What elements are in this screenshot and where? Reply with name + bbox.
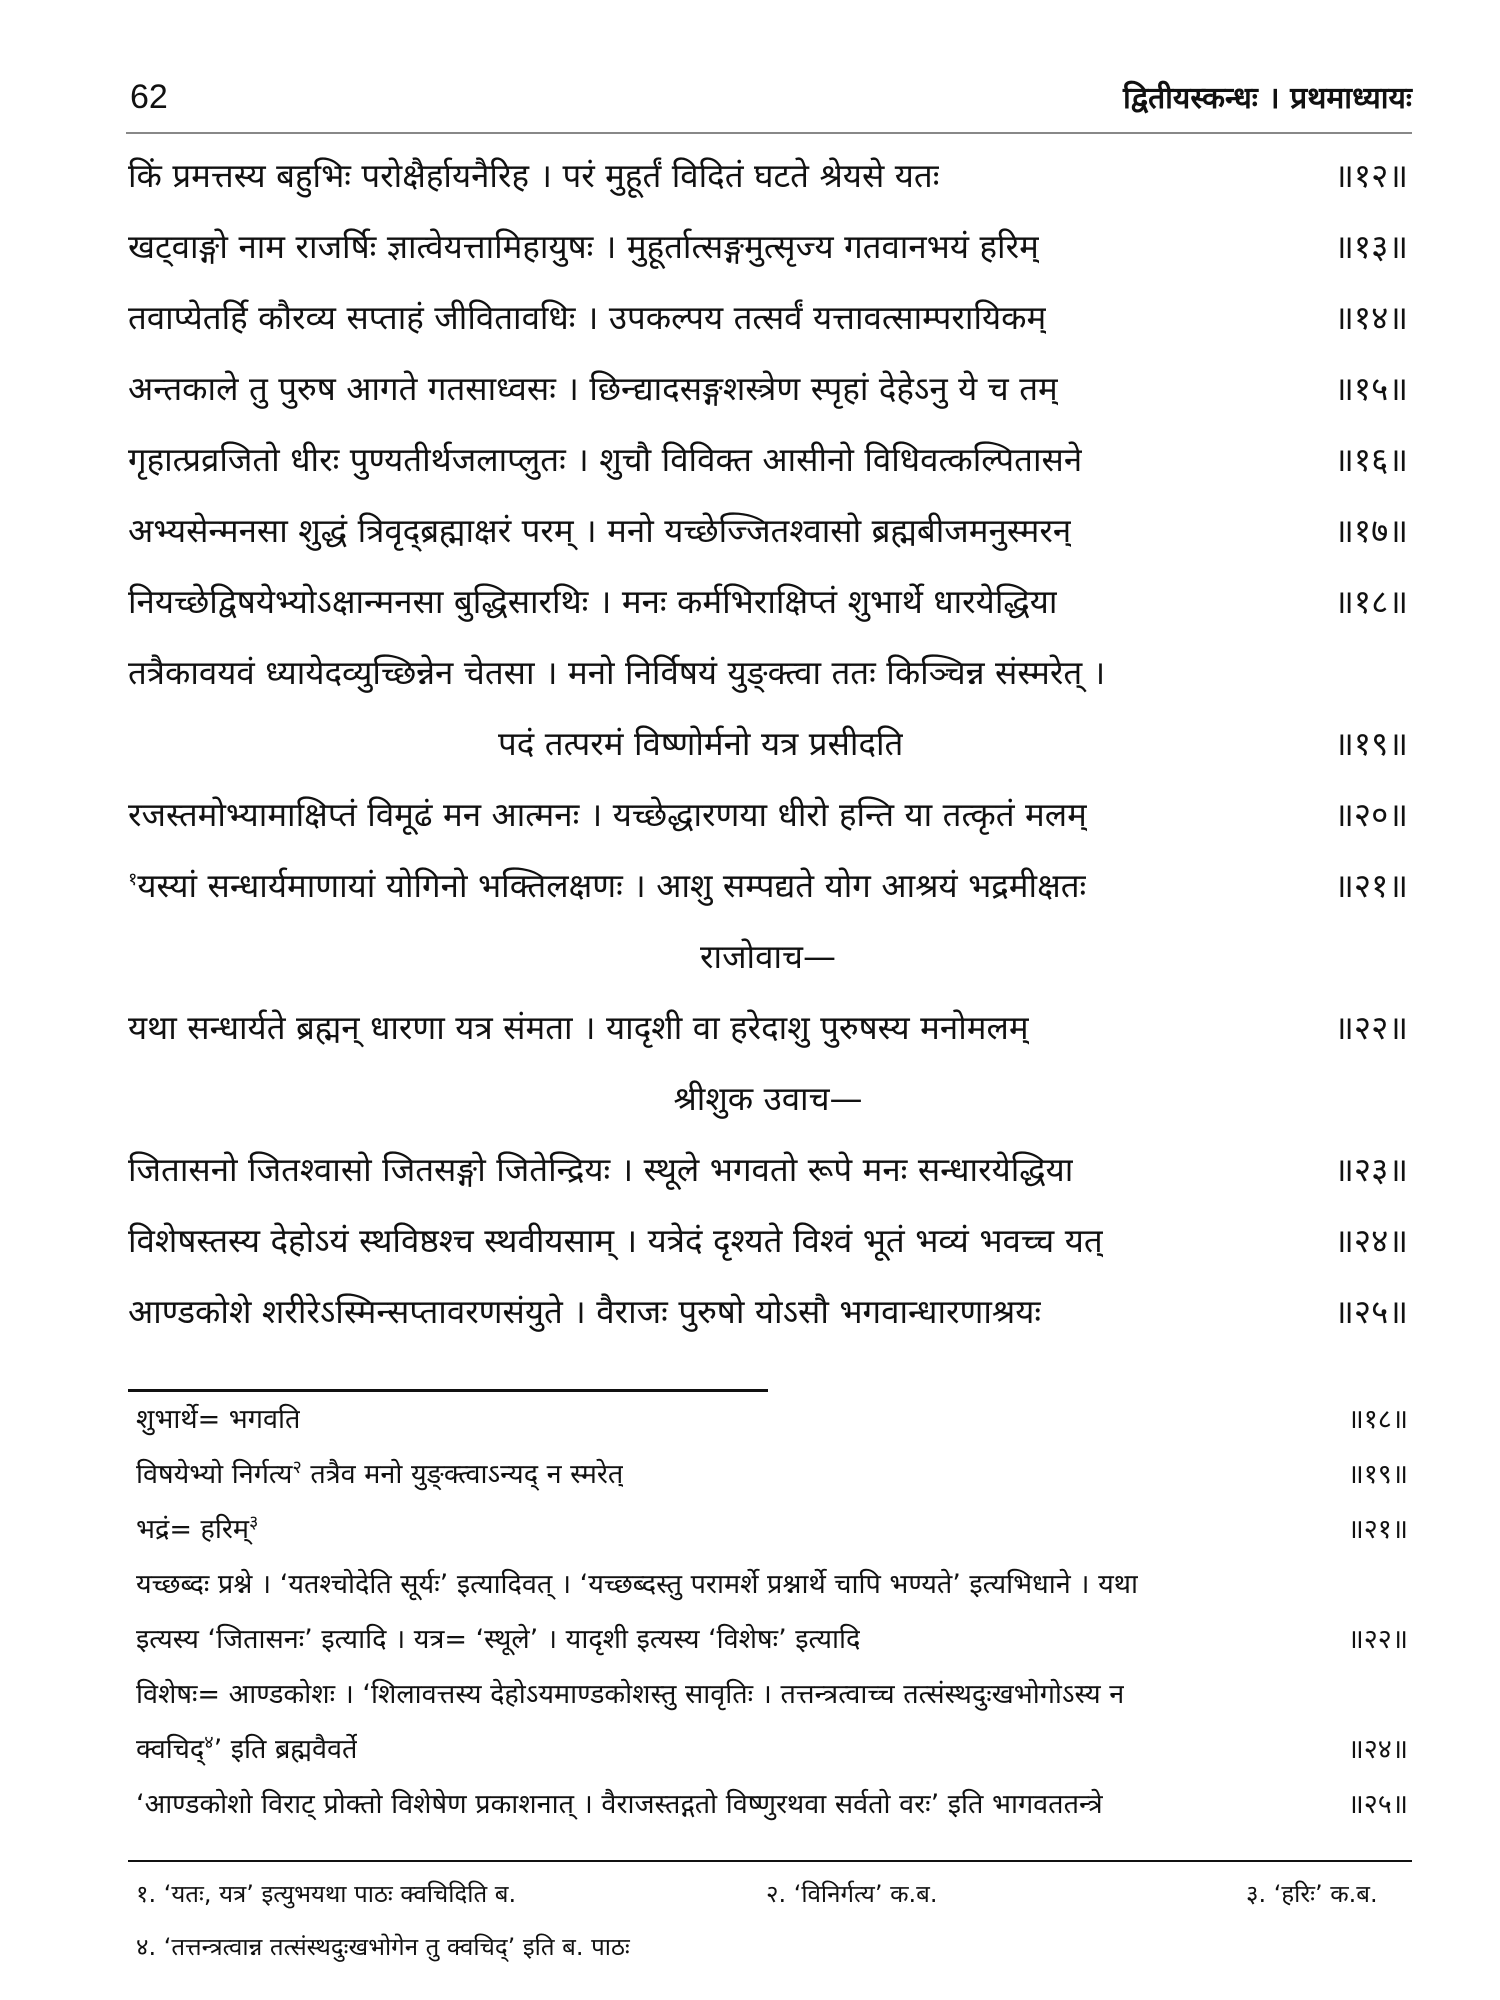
- footnote-marker: १: [128, 869, 138, 890]
- commentary-text: भद्रं= हरिम्: [136, 1514, 250, 1545]
- header-rule: [126, 132, 1412, 134]
- verse-line: [128, 495, 1408, 566]
- verse-line: [128, 708, 1408, 779]
- commentary-verse-ref: ॥२१॥: [1347, 1514, 1408, 1545]
- verse-text: यथा सन्धार्यते ब्रह्मन् धारणा यत्र संमता । यादृशी वा हरेदाशु पुरुषस्य मनोमलम्: [128, 1008, 1029, 1047]
- verse-line: [128, 353, 1408, 424]
- verse-line: [128, 424, 1408, 495]
- verse-number: ॥२०॥: [1334, 795, 1408, 834]
- commentary-text: इत्यस्य ‘जितासनः’ इत्यादि । यत्र= ‘स्थूले’ । यादृशी इत्यस्य ‘विशेषः’ इत्यादि: [136, 1624, 861, 1655]
- verse-line: [128, 211, 1408, 282]
- commentary-text: शुभार्थे= भगवति: [136, 1404, 301, 1435]
- footnotes-block: [136, 1868, 1408, 1974]
- footnote-row: [136, 1868, 1408, 1921]
- verse-block: [128, 140, 1408, 1347]
- verse-text: आण्डकोशे शरीरेऽस्मिन्सप्तावरणसंयुते । वैराजः पुरुषो योऽसौ भगवान्धारणाश्रयः: [128, 1292, 1042, 1331]
- verse-number: ॥१३॥: [1334, 227, 1408, 266]
- running-head: द्वितीयस्कन्धः । प्रथमाध्यायः: [1123, 81, 1412, 116]
- verse-text: राजोवाच—: [700, 937, 836, 976]
- verse-number: ॥१९॥: [1334, 724, 1408, 763]
- commentary-text-cont: तत्रैव मनो युङ्क्त्वाऽन्यद् न स्मरेत्: [301, 1459, 624, 1490]
- verse-text: नियच्छेद्विषयेभ्योऽक्षान्मनसा बुद्धिसारथिः । मनः कर्मभिराक्षिप्तं शुभार्थे धारयेद्धिया: [128, 582, 1058, 621]
- verse-number: ॥१२॥: [1334, 156, 1408, 195]
- commentary-verse-ref: ॥२२॥: [1347, 1624, 1408, 1655]
- verse-number: ॥१८॥: [1334, 582, 1408, 621]
- verse-line: [128, 566, 1408, 637]
- verse-line: [128, 850, 1408, 921]
- verse-number: ॥२२॥: [1334, 1008, 1408, 1047]
- verse-number: ॥२३॥: [1334, 1150, 1408, 1189]
- speaker-heading: [128, 921, 1408, 992]
- commentary-text: यच्छब्दः प्रश्ने । ‘यतश्चोदेति सूर्यः’ इत्यादिवत् । ‘यच्छब्दस्तु परामर्शे प्रश्नार्थे चापि भण्यते’ इत्यभिधाने । यथा: [136, 1569, 1139, 1600]
- verse-text: विशेषस्तस्य देहोऽयं स्थविष्ठश्च स्थवीयसाम् । यत्रेदं दृश्यते विश्वं भूतं भव्यं भवच्च यत्: [128, 1221, 1103, 1260]
- commentary-line: [136, 1777, 1408, 1832]
- verse-text: गृहात्प्रव्रजितो धीरः पुण्यतीर्थजलाप्लुतः । शुचौ विविक्त आसीनो विधिवत्कल्पितासने: [128, 440, 1083, 479]
- verse-text: अन्तकाले तु पुरुष आगते गतसाध्वसः । छिन्द्यादसङ्गशस्त्रेण स्पृहां देहेऽनु ये च तम्: [128, 369, 1058, 408]
- footnote-rule: [128, 1860, 1412, 1862]
- verse-text: किं प्रमत्तस्य बहुभिः परोक्षैर्हायनैरिह । परं मुहूर्तं विदितं घटते श्रेयसे यतः: [128, 156, 940, 195]
- verse-number: ॥२१॥: [1334, 866, 1408, 905]
- verse-line: [128, 1276, 1408, 1347]
- verse-text: पदं तत्परमं विष्णोर्मनो यत्र प्रसीदति: [498, 724, 904, 763]
- commentary-verse-ref: ॥२५॥: [1347, 1789, 1408, 1820]
- commentary-line: [136, 1447, 1408, 1502]
- verse-number: ॥१६॥: [1334, 440, 1408, 479]
- verse-line: [128, 779, 1408, 850]
- verse-text: रजस्तमोभ्यामाक्षिप्तं विमूढं मन आत्मनः । यच्छेद्धारणया धीरो हन्ति या तत्कृतं मलम्: [128, 795, 1087, 834]
- verse-text: श्रीशुक उवाच—: [673, 1079, 863, 1118]
- verse-line: [128, 992, 1408, 1063]
- verse-line: [128, 140, 1408, 211]
- footnote-marker: ३: [249, 1512, 259, 1533]
- commentary-line: [136, 1612, 1408, 1667]
- footnote-2: २. ‘विनिर्गत्य’ क.ब.: [766, 1880, 938, 1908]
- commentary-line: [136, 1667, 1408, 1722]
- verse-number: ॥१७॥: [1334, 511, 1408, 550]
- verse-number: ॥२५॥: [1334, 1292, 1408, 1331]
- commentary-text: ‘आण्डकोशो विराट् प्रोक्तो विशेषेण प्रकाशनात् । वैराजस्तद्गतो विष्णुरथवा सर्वतो वरः’ इति भागवततन्त्रे: [136, 1789, 1103, 1820]
- commentary-block: [136, 1392, 1408, 1832]
- verse-number: ॥१५॥: [1334, 369, 1408, 408]
- commentary-text-cont: ’ इति ब्रह्मवैवर्ते: [213, 1734, 358, 1765]
- speaker-heading: [128, 1063, 1408, 1134]
- verse-line: [128, 1134, 1408, 1205]
- verse-text: तत्रैकावयवं ध्यायेदव्युच्छिन्नेन चेतसा । मनो निर्विषयं युङ्क्त्वा ततः किञ्चिन्न संस्मरेत् ।: [128, 653, 1106, 692]
- page-number: 62: [130, 78, 168, 116]
- footnote-row: [136, 1921, 1408, 1974]
- commentary-line: [136, 1502, 1408, 1557]
- commentary-line: [136, 1392, 1408, 1447]
- footnote-1: १. ‘यतः, यत्र’ इत्युभयथा पाठः क्वचिदिति ब.: [136, 1880, 517, 1908]
- commentary-verse-ref: ॥१८॥: [1347, 1404, 1408, 1435]
- commentary-line: [136, 1722, 1408, 1777]
- verse-text: जितासनो जितश्वासो जितसङ्गो जितेन्द्रियः । स्थूले भगवतो रूपे मनः सन्धारयेद्धिया: [128, 1150, 1074, 1189]
- footnote-marker: २: [292, 1457, 302, 1478]
- verse-line: [128, 637, 1408, 708]
- verse-line: [128, 282, 1408, 353]
- commentary-text: विषयेभ्यो निर्गत्य: [136, 1459, 293, 1490]
- verse-number: ॥२४॥: [1334, 1221, 1408, 1260]
- verse-text: तवाप्येतर्हि कौरव्य सप्ताहं जीवितावधिः । उपकल्पय तत्सर्वं यत्तावत्साम्परायिकम्: [128, 298, 1047, 337]
- commentary-verse-ref: ॥२४॥: [1347, 1734, 1408, 1765]
- footnote-3: ३. ‘हरिः’ क.ब.: [1246, 1880, 1378, 1908]
- commentary-text: क्वचिद्: [136, 1734, 205, 1765]
- commentary-verse-ref: ॥१९॥: [1347, 1459, 1408, 1490]
- footnote-marker: ४: [204, 1732, 214, 1753]
- commentary-line: [136, 1557, 1408, 1612]
- verse-text: खट्वाङ्गो नाम राजर्षिः ज्ञात्वेयत्तामिहायुषः । मुहूर्तात्सङ्गमुत्सृज्य गतवानभयं हरिम्: [128, 227, 1039, 266]
- footnote-4: ४. ‘तत्तन्त्रत्वान्न तत्संस्थदुःखभोगेन तु क्वचिद्’ इति ब. पाठः: [136, 1933, 630, 1961]
- verse-number: ॥१४॥: [1334, 298, 1408, 337]
- verse-text: अभ्यसेन्मनसा शुद्धं त्रिवृद्ब्रह्माक्षरं परम् । मनो यच्छेज्जितश्वासो ब्रह्मबीजमनुस्मरन्: [128, 511, 1072, 550]
- commentary-text: विशेषः= आण्डकोशः । ‘शिलावत्तस्य देहोऽयमाण्डकोशस्तु सावृतिः । तत्तन्त्रत्वाच्च तत्संस्थदुःखभोगोऽस्य न: [136, 1679, 1125, 1710]
- verse-text: यस्यां सन्धार्यमाणायां योगिनो भक्तिलक्षणः । आशु सम्पद्यते योग आश्रयं भद्रमीक्षतः: [137, 866, 1087, 905]
- verse-line: [128, 1205, 1408, 1276]
